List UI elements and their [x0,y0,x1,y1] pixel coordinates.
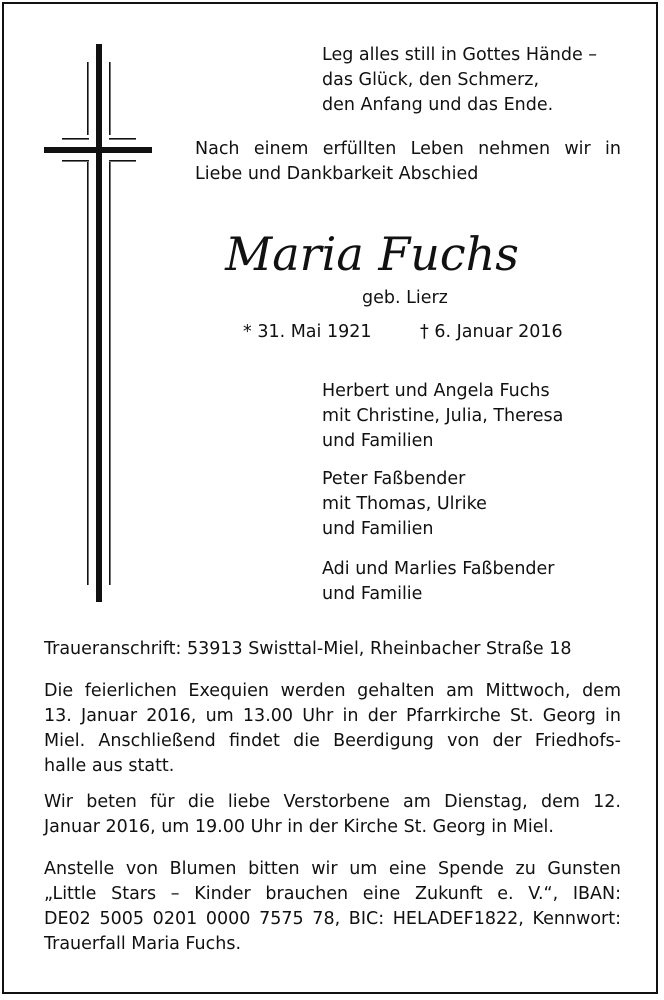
intro-line: Liebe und Dankbarkeit Abschied [195,164,479,184]
paragraph-line: Trauerfall Maria Fuchs. [44,934,242,954]
mourning-address: Traueranschrift: 53913 Swisttal-Miel, Rheinbacher Straße 18 [44,639,572,659]
maiden-name: geb. Lierz [362,288,448,308]
family-line: mit Christine, Julia, Theresa [322,406,564,426]
paragraph-line: Wir beten für die liebe Verstorbene am Dienstag, dem 12. [44,792,621,812]
donation-paragraph [44,857,621,957]
family-group [322,557,554,607]
family-group [322,379,563,454]
paragraph-line: Die feierlichen Exequien werden gehalten am Mittwoch, dem [44,681,621,701]
paragraph-line: DE02 5005 0201 0000 7575 78, BIC: HELADEF1822, Kennwort: [44,909,621,929]
paragraph-line: Anstelle von Blumen bitten wir um eine Spende zu Gunsten [44,859,621,879]
motto-verse [322,43,597,118]
intro-line: Nach einem erfüllten Leben nehmen wir in [195,139,621,159]
family-line: Adi und Marlies Faßbender [322,559,555,579]
motto-line: Leg alles still in Gottes Hände – [322,45,598,65]
family-line: mit Thomas, Ulrike [322,494,487,514]
motto-line: den Anfang und das Ende. [322,95,554,115]
family-line: und Familien [322,431,434,451]
family-group [322,467,487,542]
paragraph-line: 13. Januar 2016, um 13.00 Uhr in der Pfarrkirche St. Georg in [44,706,621,726]
family-line: und Familien [322,519,434,539]
prayer-paragraph [44,790,621,840]
paragraph-line: Januar 2016, um 19.00 Uhr in der Kirche St. Georg in Miel. [44,817,554,837]
birth-date: * 31. Mai 1921 [243,322,372,342]
deceased-name: Maria Fuchs [225,227,519,281]
paragraph-line: halle aus statt. [44,756,175,776]
paragraph-line: „Little Stars – Kinder brauchen eine Zukunft e. V.“, IBAN: [44,884,621,904]
motto-line: das Glück, den Schmerz, [322,70,540,90]
family-line: und Familie [322,584,423,604]
death-date: † 6. Januar 2016 [420,322,563,342]
intro-text [195,137,621,187]
paragraph-line: Miel. Anschließend findet die Beerdigung von der Friedhofs- [44,731,621,751]
funeral-paragraph [44,679,621,779]
family-line: Peter Faßbender [322,469,466,489]
family-line: Herbert und Angela Fuchs [322,381,550,401]
